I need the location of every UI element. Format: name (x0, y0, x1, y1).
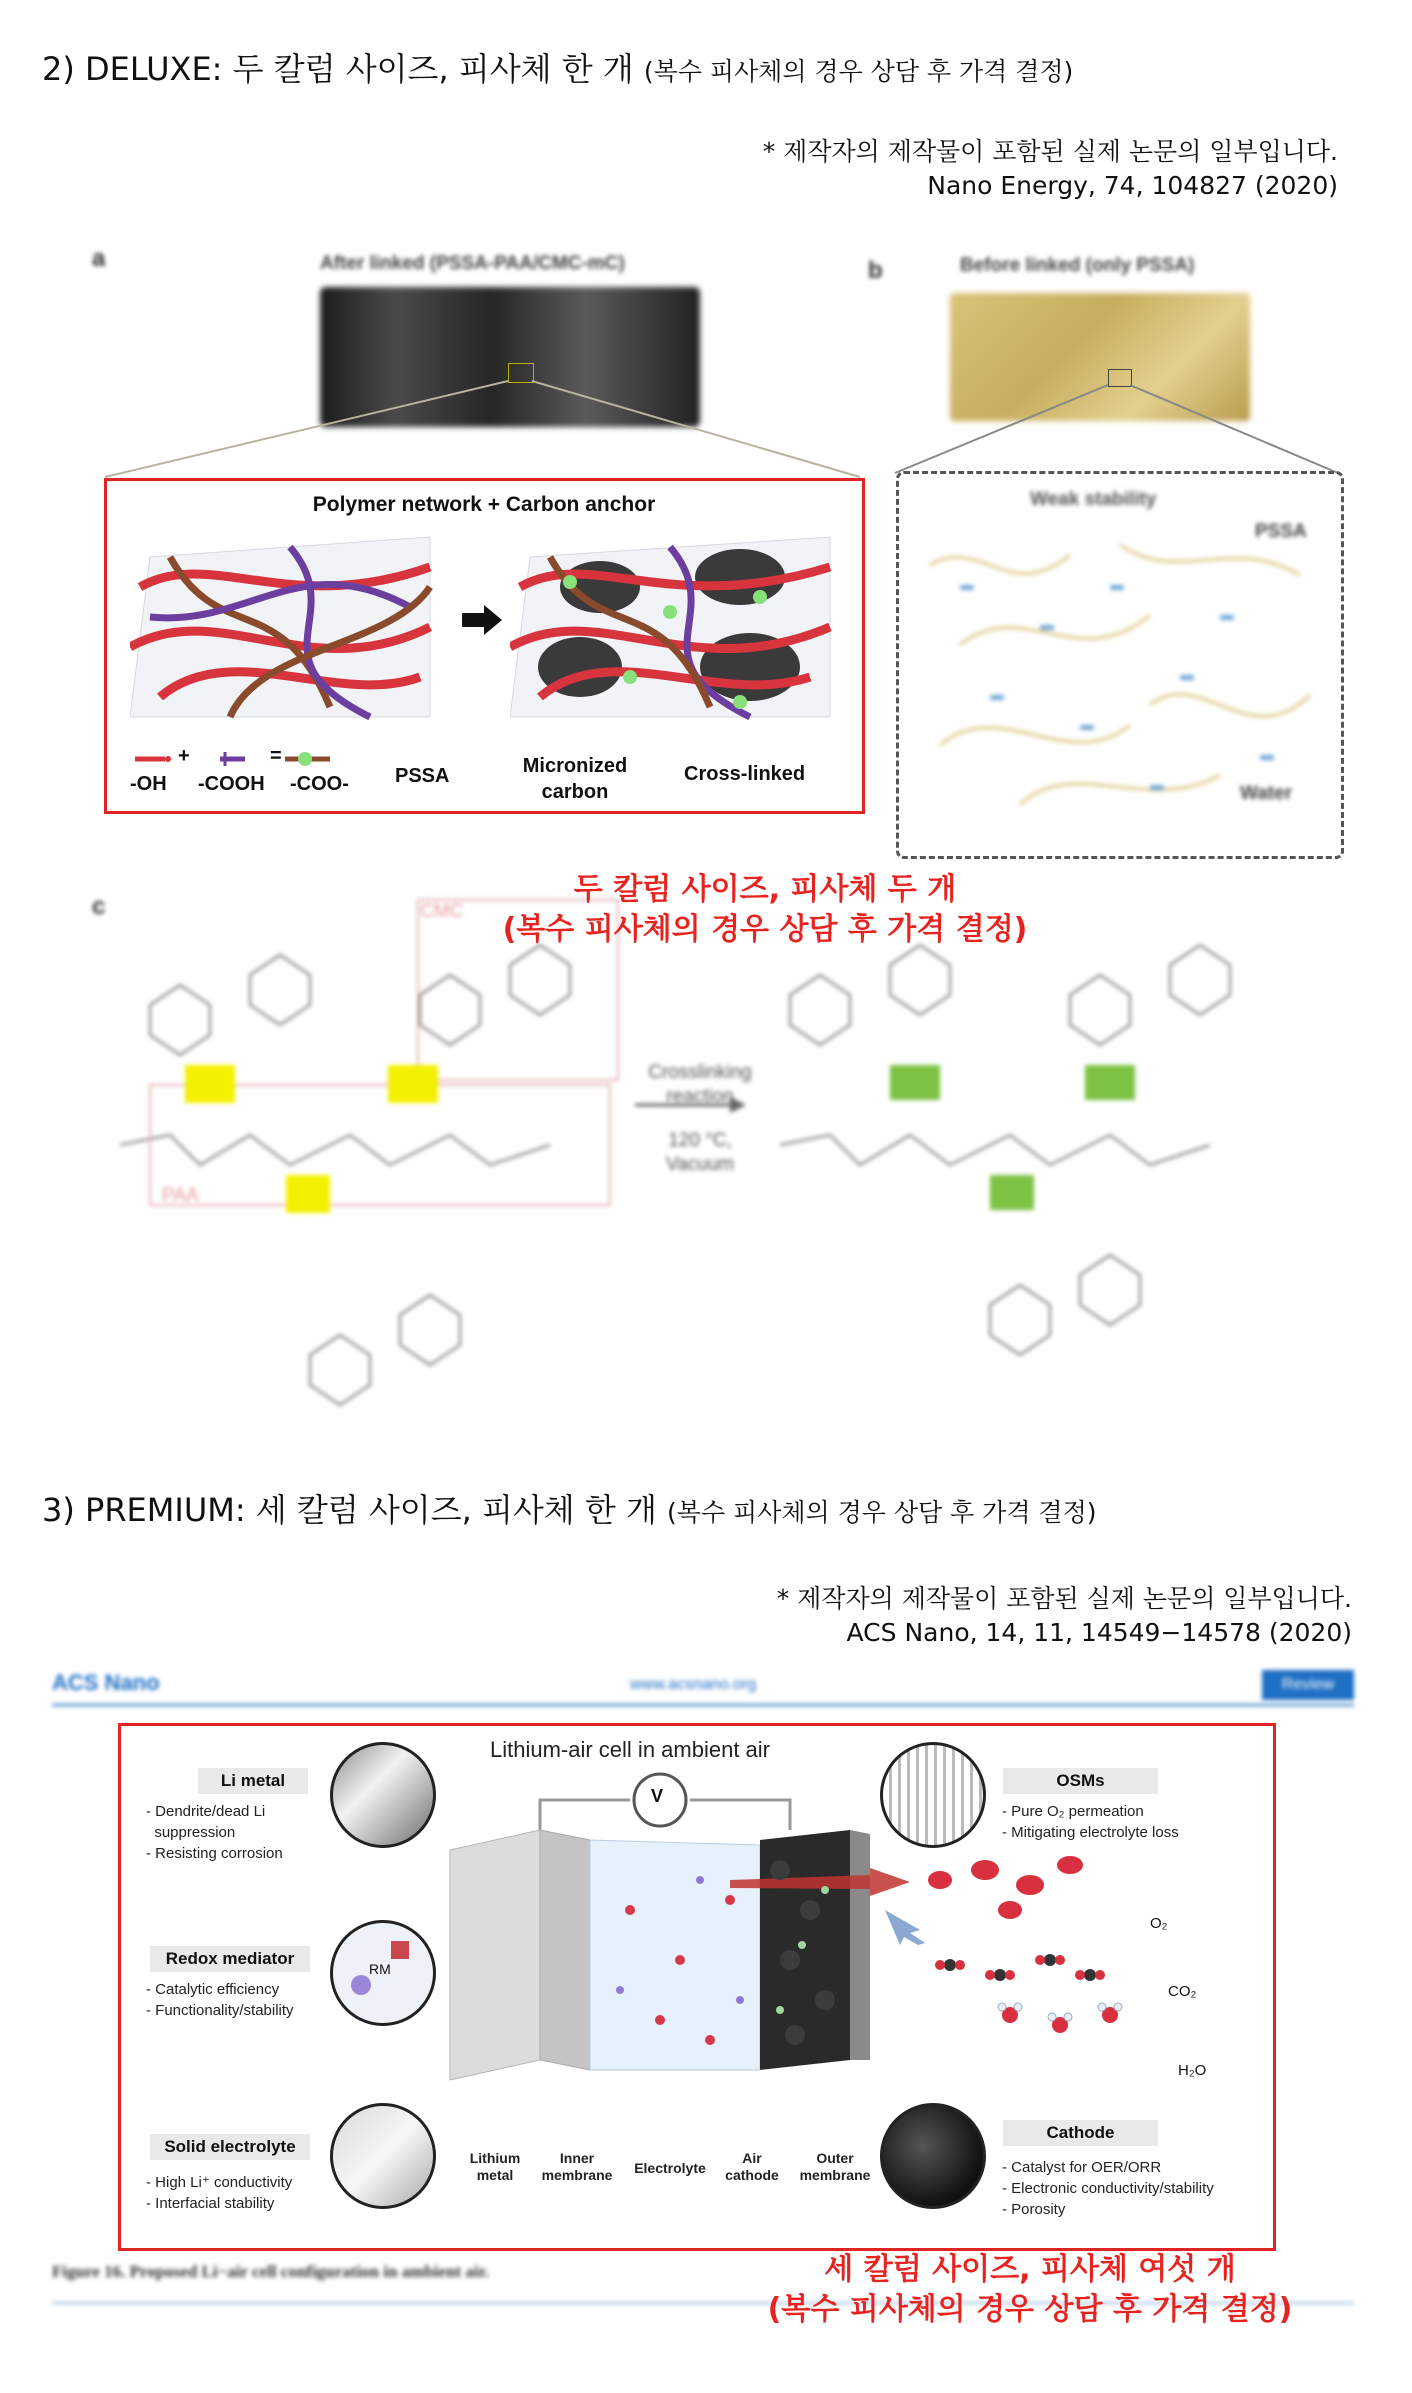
caption-outer-membrane: Outer membrane (799, 2150, 871, 2183)
deluxe-figure (90, 245, 1350, 1445)
legend-plus: + (178, 745, 190, 767)
premium-heading-main: 3) PREMIUM: 세 칼럼 사이즈, 피사체 한 개 (42, 1491, 657, 1529)
deluxe-red-note-line1: 두 칼럼 사이즈, 피사체 두 개 (573, 872, 957, 907)
rm-label: RM (369, 1961, 391, 1977)
premium-red-note-line2: (복수 피사체의 경우 상담 후 가격 결정) (767, 2292, 1293, 2327)
journal-name: ACS Nano (52, 1670, 160, 1695)
li-metal-zoom-circle (330, 1742, 436, 1848)
premium-note-line2: ACS Nano, 14, 11, 14549−14578 (2020) (846, 1618, 1352, 1647)
panel-c-letter: c (92, 893, 106, 920)
cell-title: Lithium-air cell in ambient air (490, 1737, 770, 1762)
deluxe-red-note (485, 870, 1045, 950)
polymer-network-right (510, 527, 840, 727)
deluxe-note-line1: * 제작자의 제작물이 포함된 실제 논문의 일부입니다. (762, 137, 1338, 166)
label-micronized-carbon: Micronized carbon (522, 755, 628, 803)
panel-a-letter: a (92, 245, 106, 272)
gas-o2-label: O₂ (1150, 1915, 1168, 1932)
panel-b-title: Before linked (only PSSA) (960, 255, 1195, 276)
osm-card-text: - Pure O₂ permeation - Mitigating electrolyte loss (1002, 1803, 1179, 1841)
premium-heading-sub: (복수 피사체의 경우 상담 후 가격 결정) (667, 1498, 1097, 1527)
legend-cooh: -COOH (198, 773, 265, 795)
gas-molecules (920, 1855, 1170, 2055)
osm-zoom-circle (880, 1742, 986, 1848)
legend-equals: = (270, 745, 282, 767)
journal-badge: Review (1262, 1670, 1354, 1700)
premium-red-note (760, 2250, 1300, 2330)
reaction-line4: Vacuum (665, 1154, 735, 1175)
redox-card-title: Redox mediator (150, 1946, 310, 1972)
caption-air-cathode: Air cathode (725, 2150, 779, 2183)
polymer-network-left (130, 527, 450, 727)
premium-heading (42, 1485, 1097, 1531)
caption-electrolyte: Electrolyte (634, 2160, 706, 2176)
premium-note-line1: * 제작자의 제작물이 포함된 실제 논문의 일부입니다. (776, 1584, 1352, 1613)
cmc-label: CMC (420, 901, 464, 922)
cathode-card-text: - Catalyst for OER/ORR - Electronic conductivity/stability - Porosity (1002, 2159, 1214, 2218)
voltmeter-label: V (651, 1786, 664, 1806)
solid-electrolyte-card-title: Solid electrolyte (150, 2134, 310, 2160)
journal-rule (52, 1704, 1354, 1706)
caption-inner-membrane: Inner membrane (541, 2150, 613, 2183)
pssa-strands (920, 525, 1320, 825)
li-metal-card-text: - Dendrite/dead Li suppression - Resisting corrosion (146, 1803, 283, 1862)
figure-caption: Figure 16. Proposed Li−air cell configuration in ambient air. (52, 2262, 489, 2281)
reaction-line3: 120 °C, (668, 1130, 732, 1151)
deluxe-heading-sub: (복수 피사체의 경우 상담 후 가격 결정) (643, 57, 1074, 86)
rm-sphere-icon (351, 1975, 371, 1995)
rm-cube-icon (391, 1941, 409, 1959)
cathode-card-title: Cathode (1003, 2120, 1158, 2146)
deluxe-note-line2: Nano Energy, 74, 104827 (2020) (927, 171, 1338, 200)
label-pssa: PSSA (395, 765, 450, 787)
network-arrow (462, 605, 502, 635)
network-title: Polymer network + Carbon anchor (312, 493, 656, 516)
caption-lithium-metal: Lithium metal (469, 2150, 521, 2183)
legend-symbols (130, 749, 370, 769)
reaction-line2: reaction (666, 1086, 734, 1107)
journal-url: www.acsnano.org (630, 1676, 757, 1693)
cathode-zoom-circle (880, 2103, 986, 2209)
legend-oh: -OH (130, 773, 167, 795)
gas-h2o-label: H₂O (1178, 2062, 1207, 2079)
premium-source-note (777, 1582, 1352, 1650)
solid-electrolyte-card-text: - High Li⁺ conductivity - Interfacial stability (146, 2174, 293, 2212)
weak-stability-label: Weak stability (1030, 489, 1157, 510)
gas-co2-label: CO₂ (1168, 1983, 1197, 2000)
deluxe-heading-main: 2) DELUXE: 두 칼럼 사이즈, 피사체 한 개 (42, 50, 634, 88)
label-cross-linked: Cross-linked (684, 763, 806, 785)
deluxe-red-note-line2: (복수 피사체의 경우 상담 후 가격 결정) (502, 912, 1028, 947)
paa-label: PAA (162, 1185, 199, 1206)
pssa-arrow-label: PSSA (1255, 521, 1307, 542)
zoom-connector-lines (90, 245, 1350, 485)
panel-b-letter: b (868, 257, 883, 284)
reaction-conditions (645, 1061, 755, 1177)
redox-zoom-circle (330, 1920, 436, 2026)
reaction-line1: Crosslinking (648, 1062, 752, 1083)
water-arrow-label: Water (1240, 783, 1293, 804)
deluxe-source-note (763, 135, 1338, 203)
osm-card-title: OSMs (1003, 1768, 1158, 1794)
panel-a-title: After linked (PSSA-PAA/CMC-mC) (320, 253, 625, 274)
redox-card-text: - Catalytic efficiency - Functionality/stability (146, 1981, 294, 2019)
premium-red-note-line1: 세 칼럼 사이즈, 피사체 여섯 개 (824, 2252, 1236, 2287)
solid-electrolyte-zoom-circle (330, 2103, 436, 2209)
li-metal-card-title: Li metal (198, 1768, 308, 1794)
legend-coo: -COO- (290, 773, 349, 795)
deluxe-heading (42, 44, 1073, 90)
